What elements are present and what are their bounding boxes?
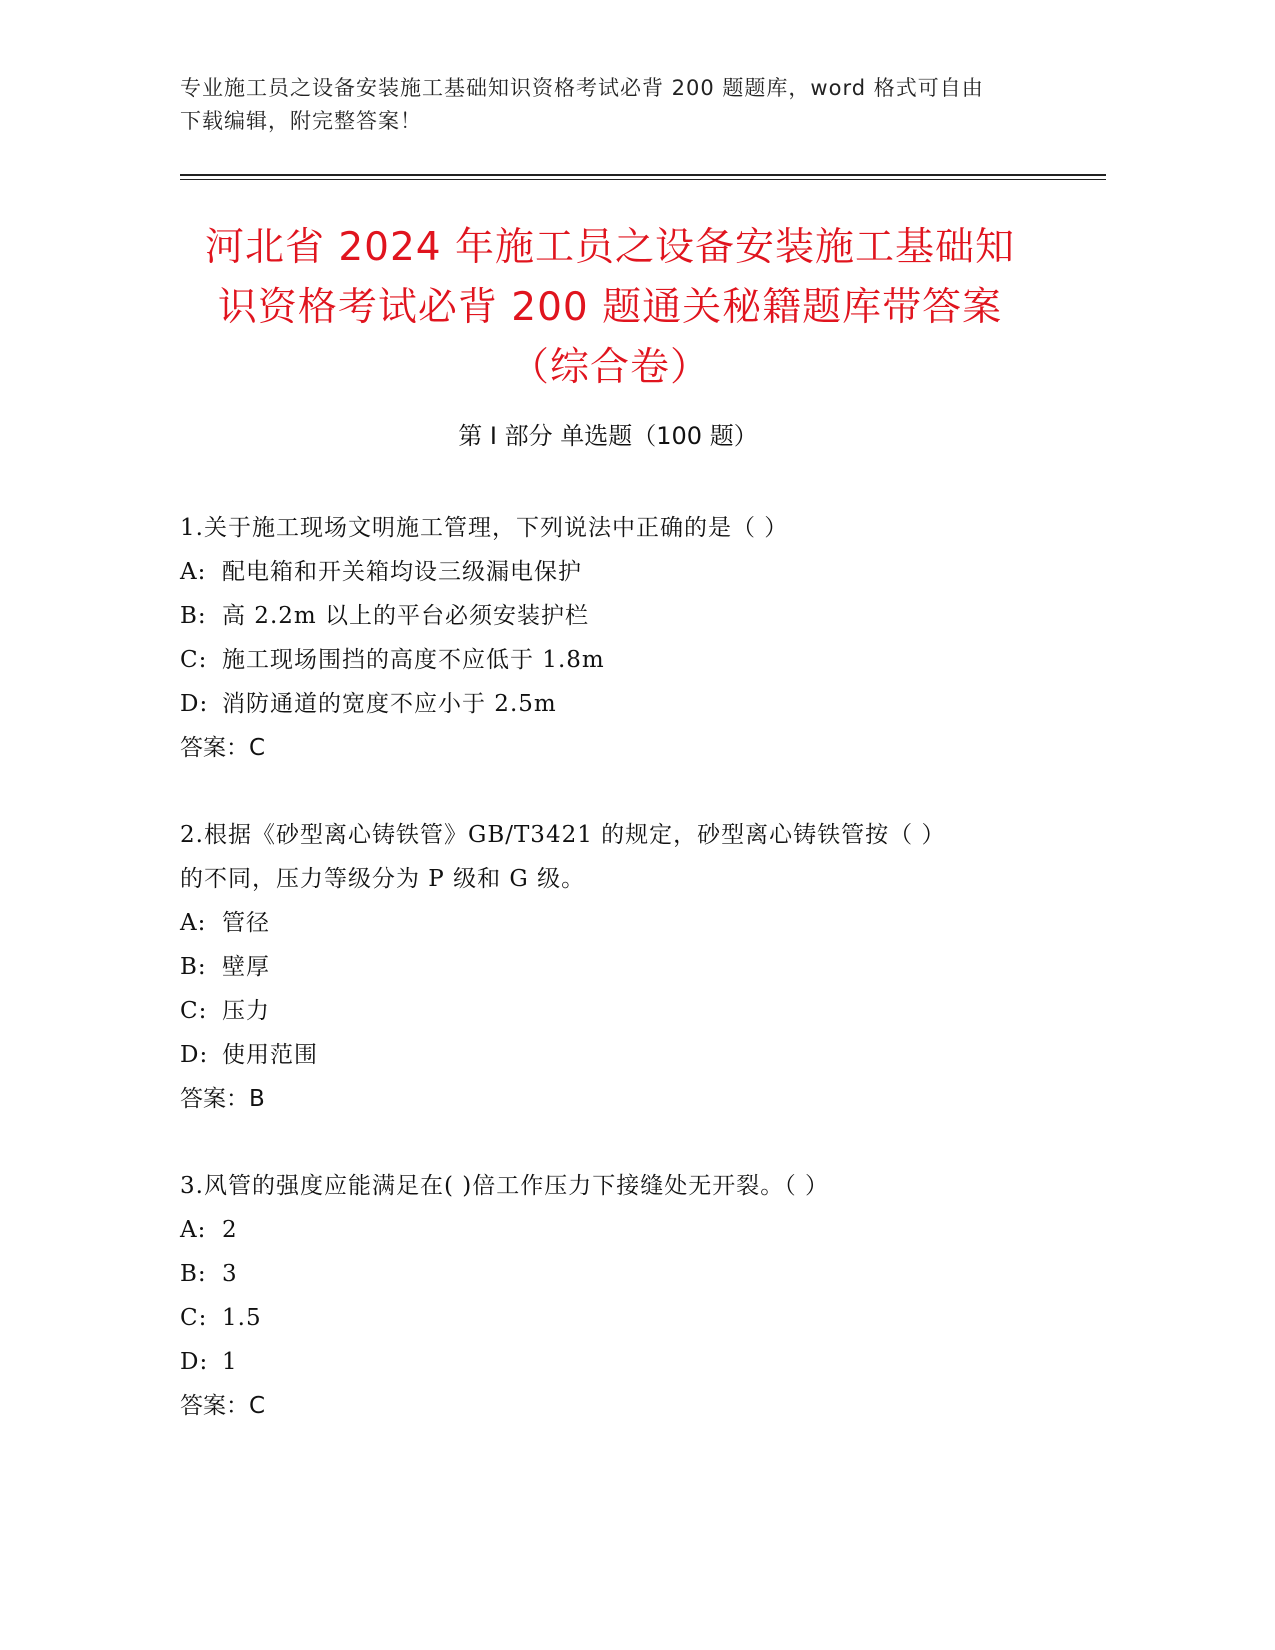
option-text: 配电箱和开关箱均设三级漏电保护 [222,559,582,585]
option-key: C: [180,1305,208,1331]
option-a [180,901,1060,945]
answer-line: 答案：C [180,1393,266,1419]
question-stem: 1.关于施工现场文明施工管理，下列说法中正确的是（ ） [180,515,789,541]
document-title [170,218,1050,398]
option-text: 高 2.2m 以上的平台必须安装护栏 [222,603,590,629]
option-d [180,1033,1060,1077]
option-b [180,945,1060,989]
option-d [180,682,1060,726]
option-key: D: [180,691,209,717]
option-text: 1 [222,1349,238,1375]
option-c [180,638,1060,682]
option-text: 2 [222,1217,238,1243]
option-c [180,989,1060,1033]
option-text: 施工现场围挡的高度不应低于 1.8m [222,647,605,673]
option-a [180,550,1060,594]
document-title-line-2: 识资格考试必背 200 题通关秘籍题库带答案 [217,285,1003,330]
option-key: A: [180,1217,207,1243]
option-text: 压力 [222,998,270,1024]
header-divider-thick [180,174,1106,176]
question-stem-continued: 的不同，压力等级分为 P 级和 G 级。 [180,866,586,892]
option-c [180,1296,1060,1340]
option-b [180,1252,1060,1296]
question-stem: 2.根据《砂型离心铸铁管》GB/T3421 的规定，砂型离心铸铁管按（ ） [180,822,946,848]
section-heading: 第 I 部分 单选题（100 题） [458,422,758,450]
option-text: 1.5 [222,1305,262,1331]
option-key: B: [180,954,207,980]
question-list [180,506,1060,1428]
option-key: B: [180,1261,207,1287]
header-note-line-1: 专业施工员之设备安装施工基础知识资格考试必背 200 题题库，word 格式可自由 [180,76,984,100]
question-stem: 3.风管的强度应能满足在( )倍工作压力下接缝处无开裂。（ ） [180,1173,830,1199]
option-key: B: [180,603,207,629]
answer-line: 答案：C [180,735,266,761]
option-text: 管径 [222,910,270,936]
question-2 [180,813,1060,1121]
option-key: A: [180,910,207,936]
question-1 [180,506,1060,770]
option-key: C: [180,647,208,673]
document-title-line-1: 河北省 2024 年施工员之设备安装施工基础知 [204,225,1016,270]
header-note-line-2: 下载编辑，附完整答案！ [180,109,422,133]
document-title-line-3: （综合卷） [509,345,710,390]
option-key: D: [180,1042,209,1068]
option-d [180,1340,1060,1384]
option-a [180,1208,1060,1252]
question-3 [180,1164,1060,1428]
option-text: 消防通道的宽度不应小于 2.5m [222,691,557,717]
option-text: 3 [222,1261,238,1287]
option-key: A: [180,559,207,585]
option-b [180,594,1060,638]
option-key: D: [180,1349,209,1375]
option-text: 壁厚 [222,954,270,980]
option-text: 使用范围 [222,1042,318,1068]
option-key: C: [180,998,208,1024]
answer-line: 答案：B [180,1086,265,1112]
header-divider-thin [180,179,1106,180]
header-note [180,72,1060,138]
